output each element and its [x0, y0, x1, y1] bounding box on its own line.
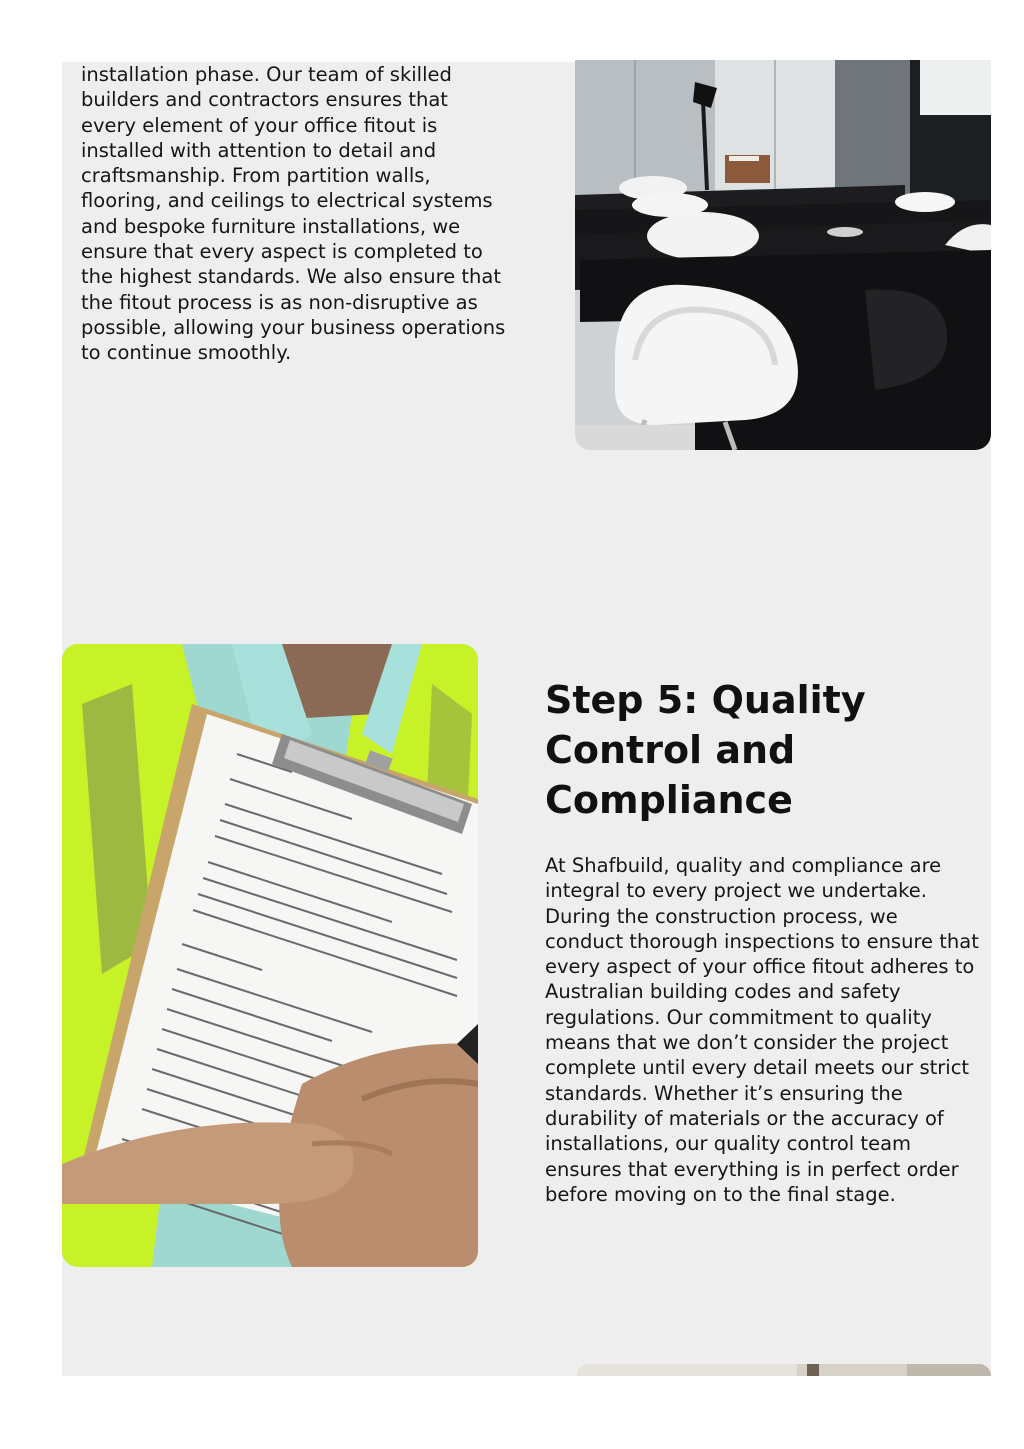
- office-workstations-photo: [575, 60, 991, 450]
- content-page: [62, 62, 991, 1376]
- installation-paragraph: installation phase. Our team of skilled builders and contractors ensures that every element of your office fitout is installed with attention to detail and craftsmanship. From partition walls, flooring, and ceilings to electrical systems and bespoke furniture installations, we ensure that every aspect is completed to the highest standards. We also ensure that the fitout process is as non-disruptive as possible, allowing your business operations to continue smoothly.: [81, 63, 506, 365]
- next-step-photo: [577, 1364, 991, 1376]
- step-5-heading: Step 5: Quality Control and Compliance: [545, 678, 866, 822]
- quality-paragraph: At Shafbuild, quality and compliance are integral to every project we undertake. During the construction process, we conduct thorough inspections to ensure that every aspect of your office fitout adheres to Australian building codes and safety regulations. Our commitment to quality means that we don’t consider the project complete until every detail meets our strict standards. Whether it’s ensuring the durability of materials or the accuracy of installations, our quality control team ensures that everything is in perfect order before moving on to the final stage.: [545, 854, 979, 1206]
- inspection-checklist-photo: [62, 644, 478, 1267]
